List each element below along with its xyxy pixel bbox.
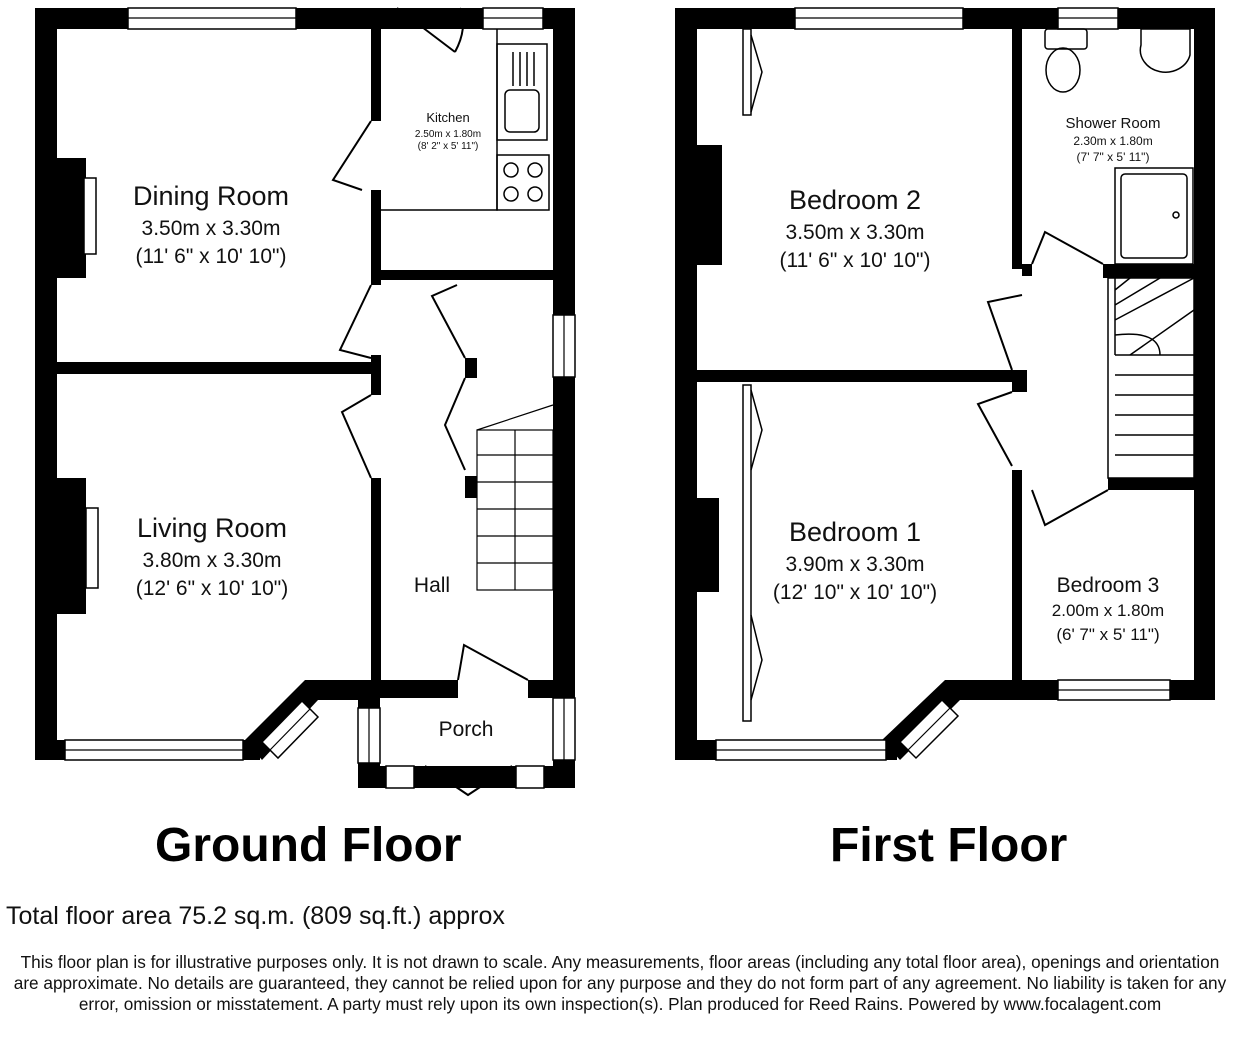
room-label-dining-room: Dining Room [132,181,290,211]
room-metric-kitchen: 2.50m x 1.80m [414,129,482,140]
ground-floor-doors [333,8,528,795]
room-label-hall: Hall [413,574,451,597]
room-metric-bedroom-2: 3.50m x 3.30m [785,221,925,244]
room-metric-bedroom-1: 3.90m x 3.30m [785,553,925,576]
ground-floor-walls [35,8,575,788]
room-label-living-room: Living Room [136,513,288,543]
ground-floor-windows [65,8,575,788]
room-imperial-shower-room: (7' 7" x 5' 11") [1076,150,1150,164]
room-imperial-living-room: (12' 6" x 10' 10") [135,577,289,600]
room-label-shower-room: Shower Room [1065,115,1161,132]
room-label-bedroom-3: Bedroom 3 [1056,574,1160,597]
floor-title-first: First Floor [830,819,1068,872]
room-label-bedroom-2: Bedroom 2 [788,185,922,215]
room-metric-dining-room: 3.50m x 3.30m [141,217,281,240]
room-metric-shower-room: 2.30m x 1.80m [1073,134,1153,148]
room-imperial-dining-room: (11' 6" x 10' 10") [135,245,287,268]
room-imperial-bedroom-1: (12' 10" x 10' 10") [772,581,938,604]
total-floor-area: Total floor area 75.2 sq.m. (809 sq.ft.) approx [6,902,505,930]
room-imperial-bedroom-2: (11' 6" x 10' 10") [779,249,931,272]
room-label-bedroom-1: Bedroom 1 [788,517,922,547]
room-label-porch: Porch [438,718,494,741]
ground-floor-window-glazing-lines [65,18,564,763]
room-metric-living-room: 3.80m x 3.30m [142,549,282,572]
room-metric-bedroom-3: 2.00m x 1.80m [1051,601,1165,620]
room-imperial-bedroom-3: (6' 7" x 5' 11") [1056,625,1160,644]
ground-floor-stairs [477,405,553,590]
room-imperial-kitchen: (8' 2" x 5' 11") [417,141,479,152]
floor-title-ground: Ground Floor [155,819,462,872]
room-label-kitchen: Kitchen [426,110,470,125]
disclaimer-text: This floor plan is for illustrative purposes only. It is not drawn to scale. Any measurements, floor areas (including any total floor area), openings and orientation are approximate. No details are guaranteed, they cannot be relied upon for any purpose and they do not form part of any agreement. No liability is taken for any error, omission or misstatement. A party must rely upon its own inspection(s). Plan produced for Reed Rains. Powered by www.focalagent.com [13,952,1227,1014]
